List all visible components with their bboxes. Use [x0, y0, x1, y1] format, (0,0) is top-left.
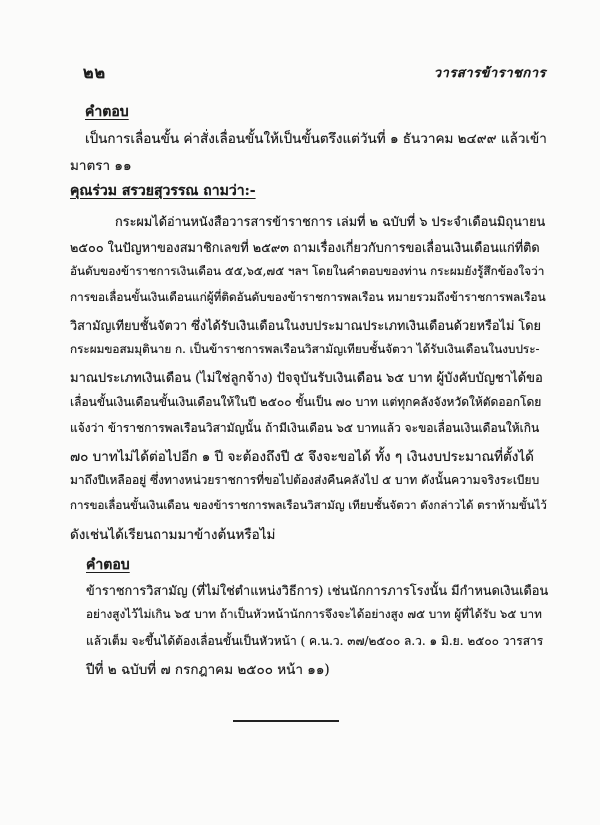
question-heading-text: คุณร่วม สรวยสุวรรณ ถามว่า:-	[70, 183, 256, 199]
answer-2-line: อย่างสูงไว้ไม่เกิน ๖๕ บาท ถ้าเป็นหัวหน้านักการจึงจะได้อย่างสูง ๗๕ บาท ผู้ที่ได้รับ ๖๕ บาท	[86, 607, 542, 621]
answer-2-line: แล้วเต็ม จะขึ้นได้ต้องเลื่อนขั้นเป็นหัวหน้า ( ค.น.ว. ๓๗/๒๕๐๐ ล.ว. ๑ มิ.ย. ๒๕๐๐ วารสาร	[86, 634, 544, 648]
answer-2-line: ปีที่ ๒ ฉบับที่ ๗ กรกฎาคม ๒๕๐๐ หน้า ๑๑)	[86, 662, 330, 678]
journal-title: วารสารข้าราชการ	[433, 66, 546, 81]
question-line: มาถึงปีเหลืออยู่ ซึ่งทางหน่วยราชการที่ขอไปต้องส่งคืนคลังไป ๕ บาท ดังนั้นความจริงระเบียบ	[70, 473, 540, 487]
question-line: การขอเลื่อนขั้นเงินเดือน ของข้าราชการพลเรือนวิสามัญ เทียบชั้นจัตวา ดังกล่าวได้ ตราห้ามขั้นไว้	[70, 498, 547, 512]
question-line: แจ้งว่า ข้าราชการพลเรือนวิสามัญนั้น ถ้ามีเงินเดือน ๖๕ บาทแล้ว จะขอเลื่อนเงินเดือนให้เกิน	[70, 421, 540, 435]
answer-1-line: เป็นการเลื่อนขั้น ค่าสั่งเลื่อนขั้นให้เป็นขั้นตรึงแต่วันที่ ๑ ธันวาคม ๒๔๙๙ แล้วเข้า	[85, 131, 547, 147]
answer-heading-1-text: คำตอบ	[85, 104, 129, 120]
question-line: มาณประเภทเงินเดือน (ไม่ใช่ลูกจ้าง) ปัจจุบันรับเงินเดือน ๖๕ บาท ผู้บังคับบัญชาได้ขอ	[70, 371, 543, 386]
answer-heading-2	[86, 554, 130, 576]
question-line: การขอเลื่อนขั้นเงินเดือนแก่ผู้ที่ติดอันดับของข้าราชการพลเรือน หมายรวมถึงข้าราชการพลเรือน	[70, 290, 546, 304]
answer-heading-2-text: คำตอบ	[86, 557, 130, 573]
page-number: ๒๒	[83, 63, 107, 82]
question-line: กระผมขอสมมุตินาย ก. เป็นข้าราชการพลเรือนวิสามัญเทียบชั้นจัตวา ได้รับเงินเดือนในงบประ-	[70, 342, 540, 356]
question-line: เลื่อนขั้นเงินเดือนขั้นเงินเดือนให้ในปี ๒๕๐๐ ขั้นเป็น ๗๐ บาท แต่ทุกคลังจังหวัดให้ตัดออกโดย	[70, 395, 542, 409]
question-line: ๗๐ บาทไม่ได้ต่อไปอีก ๑ ปี จะต้องถึงปี ๕ จึงจะขอได้ ทั้ง ๆ เงินงบประมาณที่ตั้งได้	[70, 449, 534, 465]
question-line: กระผมได้อ่านหนังสือวารสารข้าราชการ เล่มที่ ๒ ฉบับที่ ๖ ประจำเดือนมิถุนายน	[115, 215, 546, 230]
answer-1-line: มาตรา ๑๑	[70, 158, 132, 174]
answer-2-line: ข้าราชการวิสามัญ (ที่ไม่ใช่ตำแหน่งวิธีการ) เช่นนักการภารโรงนั้น มีกำหนดเงินเดือน	[86, 584, 549, 599]
question-line: ดังเช่นได้เรียนถามมาข้างต้นหรือไม่	[70, 527, 276, 543]
question-line: วิสามัญเทียบชั้นจัตวา ซึ่งได้รับเงินเดือนในงบประมาณประเภทเงินเดือนด้วยหรือไม่ โดย	[70, 319, 542, 334]
question-line: ๒๕๐๐ ในปัญหาของสมาชิกเลขที่ ๒๕๙๓ ถามเรื่องเกี่ยวกับการขอเลื่อนเงินเดือนแก่ที่ติด	[70, 241, 540, 256]
answer-heading-1	[85, 101, 129, 123]
section-divider	[233, 720, 339, 722]
question-heading	[70, 180, 256, 202]
question-line: อันดับของข้าราชการเงินเดือน ๕๕,๖๕,๗๕ ฯลฯ โดยในคำตอบของท่าน กระผมยังรู้สึกข้องใจว่า	[70, 264, 545, 278]
